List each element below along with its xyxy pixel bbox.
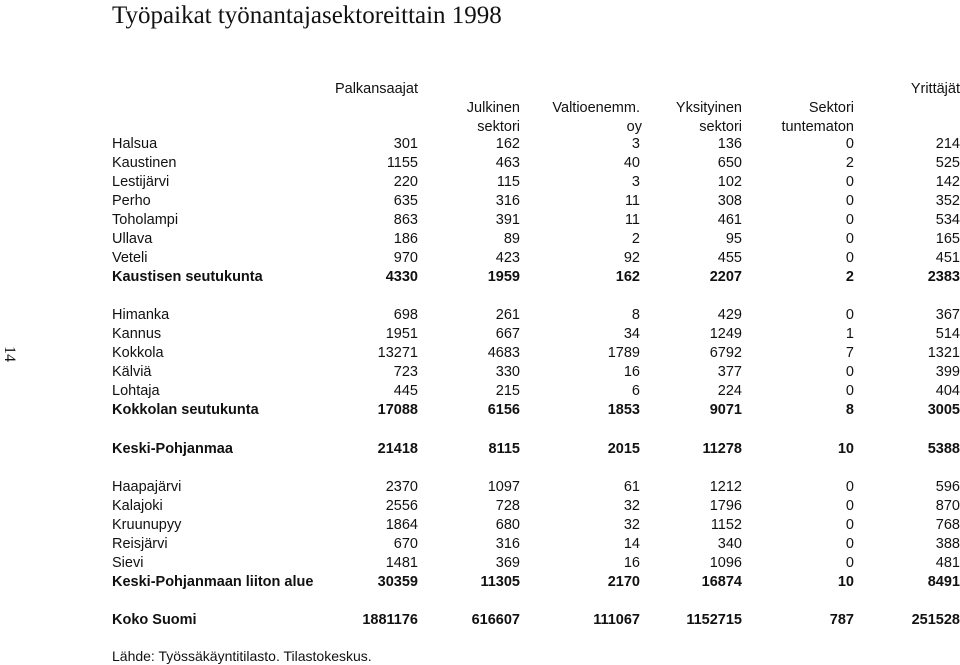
table-row (0, 554, 960, 573)
table-row (0, 478, 960, 497)
cell-palkansaajat: 13271 (377, 345, 418, 361)
page-number: 14 (1, 346, 18, 362)
cell-julkinen: 8115 (488, 441, 520, 457)
table-row (0, 325, 960, 344)
table-row (0, 154, 960, 173)
cell-palkansaajat: 445 (393, 383, 418, 399)
cell-valtioenemm: 11 (624, 212, 640, 228)
cell-yksityinen: 224 (717, 383, 742, 399)
cell-tuntematon: 10 (837, 574, 854, 590)
cell-tuntematon: 0 (845, 479, 854, 495)
cell-yksityinen: 1212 (709, 479, 742, 495)
cell-yrittajat: 367 (935, 307, 960, 323)
cell-tuntematon: 0 (845, 555, 854, 571)
cell-yksityinen: 377 (717, 364, 742, 380)
row-label: Koko Suomi (112, 612, 197, 628)
cell-julkinen: 667 (495, 326, 520, 342)
row-label: Kaustisen seutukunta (112, 269, 263, 285)
cell-palkansaajat: 220 (393, 174, 418, 190)
cell-valtioenemm: 3 (631, 136, 640, 152)
cell-tuntematon: 0 (845, 517, 854, 533)
cell-tuntematon: 0 (845, 307, 854, 323)
cell-yksityinen: 2207 (709, 269, 742, 285)
cell-yksityinen: 9071 (709, 402, 742, 418)
cell-yksityinen: 1152715 (686, 612, 742, 628)
source-note: Lähde: Työssäkäyntitilasto. Tilastokeskus. (112, 648, 372, 664)
cell-yksityinen: 102 (717, 174, 742, 190)
cell-palkansaajat: 2370 (385, 479, 418, 495)
cell-tuntematon: 0 (845, 193, 854, 209)
cell-yksityinen: 650 (717, 155, 742, 171)
cell-yrittajat: 481 (935, 555, 960, 571)
cell-yrittajat: 404 (935, 383, 960, 399)
cell-palkansaajat: 186 (393, 231, 418, 247)
cell-yrittajat: 525 (935, 155, 960, 171)
cell-yrittajat: 2383 (927, 269, 960, 285)
cell-julkinen: 616607 (471, 612, 520, 628)
table-row (0, 382, 960, 401)
cell-julkinen: 162 (495, 136, 520, 152)
table-row (0, 440, 960, 459)
cell-tuntematon: 10 (837, 441, 854, 457)
table-row (0, 230, 960, 249)
cell-yrittajat: 399 (935, 364, 960, 380)
table-row (0, 173, 960, 192)
table-row (0, 211, 960, 230)
cell-valtioenemm: 2170 (607, 574, 640, 590)
cell-valtioenemm: 40 (623, 155, 640, 171)
cell-yksityinen: 461 (717, 212, 742, 228)
cell-valtioenemm: 2015 (607, 441, 640, 457)
cell-valtioenemm: 11 (624, 193, 640, 209)
cell-yrittajat: 514 (935, 326, 960, 342)
cell-yksityinen: 16874 (701, 574, 742, 590)
cell-yrittajat: 142 (935, 174, 960, 190)
row-label: Lohtaja (112, 383, 160, 399)
cell-yrittajat: 451 (935, 250, 960, 266)
cell-palkansaajat: 1951 (385, 326, 418, 342)
cell-palkansaajat: 1864 (385, 517, 418, 533)
cell-palkansaajat: 30359 (377, 574, 418, 590)
cell-valtioenemm: 8 (631, 307, 640, 323)
cell-julkinen: 11305 (480, 574, 520, 590)
cell-julkinen: 423 (495, 250, 520, 266)
cell-yksityinen: 6792 (709, 345, 742, 361)
cell-valtioenemm: 32 (623, 517, 640, 533)
cell-yrittajat: 534 (935, 212, 960, 228)
cell-tuntematon: 2 (845, 269, 854, 285)
cell-valtioenemm: 111067 (593, 612, 640, 628)
table-row (0, 497, 960, 516)
cell-yksityinen: 308 (717, 193, 742, 209)
cell-valtioenemm: 6 (631, 383, 640, 399)
row-label: Kruunupyy (112, 517, 182, 533)
cell-palkansaajat: 698 (393, 307, 418, 323)
table-row (0, 535, 960, 554)
row-label: Kälviä (112, 364, 152, 380)
cell-yrittajat: 768 (935, 517, 960, 533)
cell-julkinen: 463 (495, 155, 520, 171)
row-label: Keski-Pohjanmaa (112, 441, 233, 457)
row-label: Keski-Pohjanmaan liiton alue (112, 574, 314, 590)
cell-julkinen: 316 (495, 193, 520, 209)
cell-julkinen: 215 (495, 383, 520, 399)
cell-julkinen: 391 (495, 212, 520, 228)
cell-julkinen: 4683 (487, 345, 520, 361)
cell-julkinen: 115 (496, 174, 520, 190)
cell-yksityinen: 11278 (702, 441, 742, 457)
cell-yrittajat: 8491 (927, 574, 960, 590)
cell-palkansaajat: 635 (393, 193, 418, 209)
table-row (0, 401, 960, 420)
cell-yksityinen: 340 (717, 536, 742, 552)
cell-yksityinen: 136 (717, 136, 742, 152)
cell-tuntematon: 0 (845, 364, 854, 380)
row-label: Kalajoki (112, 498, 163, 514)
header-tuntematon-line2: tuntematon (781, 119, 854, 135)
cell-tuntematon: 0 (845, 174, 854, 190)
cell-julkinen: 6156 (487, 402, 520, 418)
cell-valtioenemm: 34 (623, 326, 640, 342)
row-label: Kokkolan seutukunta (112, 402, 259, 418)
cell-palkansaajat: 301 (393, 136, 418, 152)
table-row (0, 249, 960, 268)
header-yksityinen-line2: sektori (699, 119, 742, 135)
cell-yrittajat: 3005 (927, 402, 960, 418)
cell-palkansaajat: 863 (393, 212, 418, 228)
cell-yksityinen: 1096 (709, 555, 742, 571)
cell-julkinen: 261 (495, 307, 520, 323)
cell-julkinen: 330 (495, 364, 520, 380)
cell-julkinen: 680 (495, 517, 520, 533)
cell-yrittajat: 352 (935, 193, 960, 209)
cell-valtioenemm: 3 (631, 174, 640, 190)
header-palkansaajat: Palkansaajat (334, 81, 418, 97)
table-row (0, 363, 960, 382)
row-label: Halsua (112, 136, 158, 152)
cell-tuntematon: 7 (845, 345, 854, 361)
cell-tuntematon: 0 (845, 231, 854, 247)
cell-yrittajat: 870 (935, 498, 960, 514)
cell-yrittajat: 596 (935, 479, 960, 495)
row-label: Kokkola (112, 345, 164, 361)
cell-palkansaajat: 1481 (385, 555, 418, 571)
header-yrittajat: Yrittäjät (910, 81, 960, 97)
cell-yrittajat: 388 (935, 536, 960, 552)
cell-yrittajat: 165 (935, 231, 960, 247)
cell-yksityinen: 1152 (710, 517, 742, 533)
cell-palkansaajat: 4330 (385, 269, 418, 285)
row-label: Haapajärvi (112, 479, 182, 495)
header-tuntematon-line1: Sektori (808, 100, 854, 116)
row-label: Lestijärvi (112, 174, 170, 190)
row-label: Himanka (112, 307, 170, 323)
table-row (0, 135, 960, 154)
header-valtio-line2: oy (626, 119, 642, 135)
cell-palkansaajat: 670 (393, 536, 418, 552)
table-row (0, 516, 960, 535)
cell-yrittajat: 1321 (927, 345, 960, 361)
cell-valtioenemm: 2 (631, 231, 640, 247)
table-row (0, 344, 960, 363)
cell-yrittajat: 251528 (911, 612, 960, 628)
cell-palkansaajat: 1881176 (362, 612, 418, 628)
cell-yrittajat: 5388 (927, 441, 960, 457)
cell-palkansaajat: 723 (393, 364, 418, 380)
page-title: Työpaikat työnantajasektoreittain 1998 (112, 2, 502, 29)
cell-tuntematon: 2 (845, 155, 854, 171)
cell-julkinen: 728 (495, 498, 520, 514)
cell-julkinen: 316 (495, 536, 520, 552)
cell-valtioenemm: 1789 (607, 345, 640, 361)
cell-tuntematon: 0 (845, 383, 854, 399)
cell-valtioenemm: 16 (623, 364, 640, 380)
header-yksityinen-line1: Yksityinen (675, 100, 742, 116)
cell-tuntematon: 0 (845, 250, 854, 266)
row-label: Perho (112, 193, 151, 209)
table-row (0, 611, 960, 630)
cell-yksityinen: 1796 (709, 498, 742, 514)
row-label: Reisjärvi (112, 536, 168, 552)
cell-yksityinen: 455 (717, 250, 742, 266)
cell-valtioenemm: 1853 (607, 402, 640, 418)
cell-tuntematon: 0 (845, 136, 854, 152)
row-label: Toholampi (112, 212, 179, 228)
table-row (0, 573, 960, 592)
table-row (0, 306, 960, 325)
header-julkinen-line2: sektori (477, 119, 520, 135)
cell-palkansaajat: 21418 (377, 441, 418, 457)
row-label: Kannus (112, 326, 162, 342)
cell-tuntematon: 0 (845, 498, 854, 514)
cell-palkansaajat: 2556 (385, 498, 418, 514)
cell-julkinen: 369 (495, 555, 520, 571)
cell-yrittajat: 214 (935, 136, 960, 152)
cell-julkinen: 89 (503, 231, 520, 247)
cell-valtioenemm: 32 (623, 498, 640, 514)
header-julkinen-line1: Julkinen (466, 100, 520, 116)
cell-valtioenemm: 162 (615, 269, 640, 285)
cell-tuntematon: 0 (845, 536, 854, 552)
table-row (0, 268, 960, 287)
cell-palkansaajat: 1155 (386, 155, 418, 171)
cell-valtioenemm: 61 (623, 479, 640, 495)
row-label: Sievi (112, 555, 144, 571)
header-valtio-line1: Valtioenemm. (552, 100, 640, 116)
row-label: Ullava (112, 231, 153, 247)
cell-valtioenemm: 92 (623, 250, 640, 266)
cell-julkinen: 1097 (487, 479, 520, 495)
cell-yksityinen: 429 (717, 307, 742, 323)
cell-palkansaajat: 970 (393, 250, 418, 266)
cell-tuntematon: 8 (845, 402, 854, 418)
row-label: Kaustinen (112, 155, 177, 171)
table-row (0, 192, 960, 211)
cell-yksityinen: 1249 (709, 326, 742, 342)
cell-valtioenemm: 16 (623, 555, 640, 571)
cell-tuntematon: 0 (845, 212, 854, 228)
cell-valtioenemm: 14 (623, 536, 640, 552)
cell-julkinen: 1959 (487, 269, 520, 285)
cell-tuntematon: 787 (829, 612, 854, 628)
cell-tuntematon: 1 (845, 326, 854, 342)
row-label: Veteli (112, 250, 148, 266)
cell-yksityinen: 95 (725, 231, 742, 247)
cell-palkansaajat: 17088 (377, 402, 418, 418)
